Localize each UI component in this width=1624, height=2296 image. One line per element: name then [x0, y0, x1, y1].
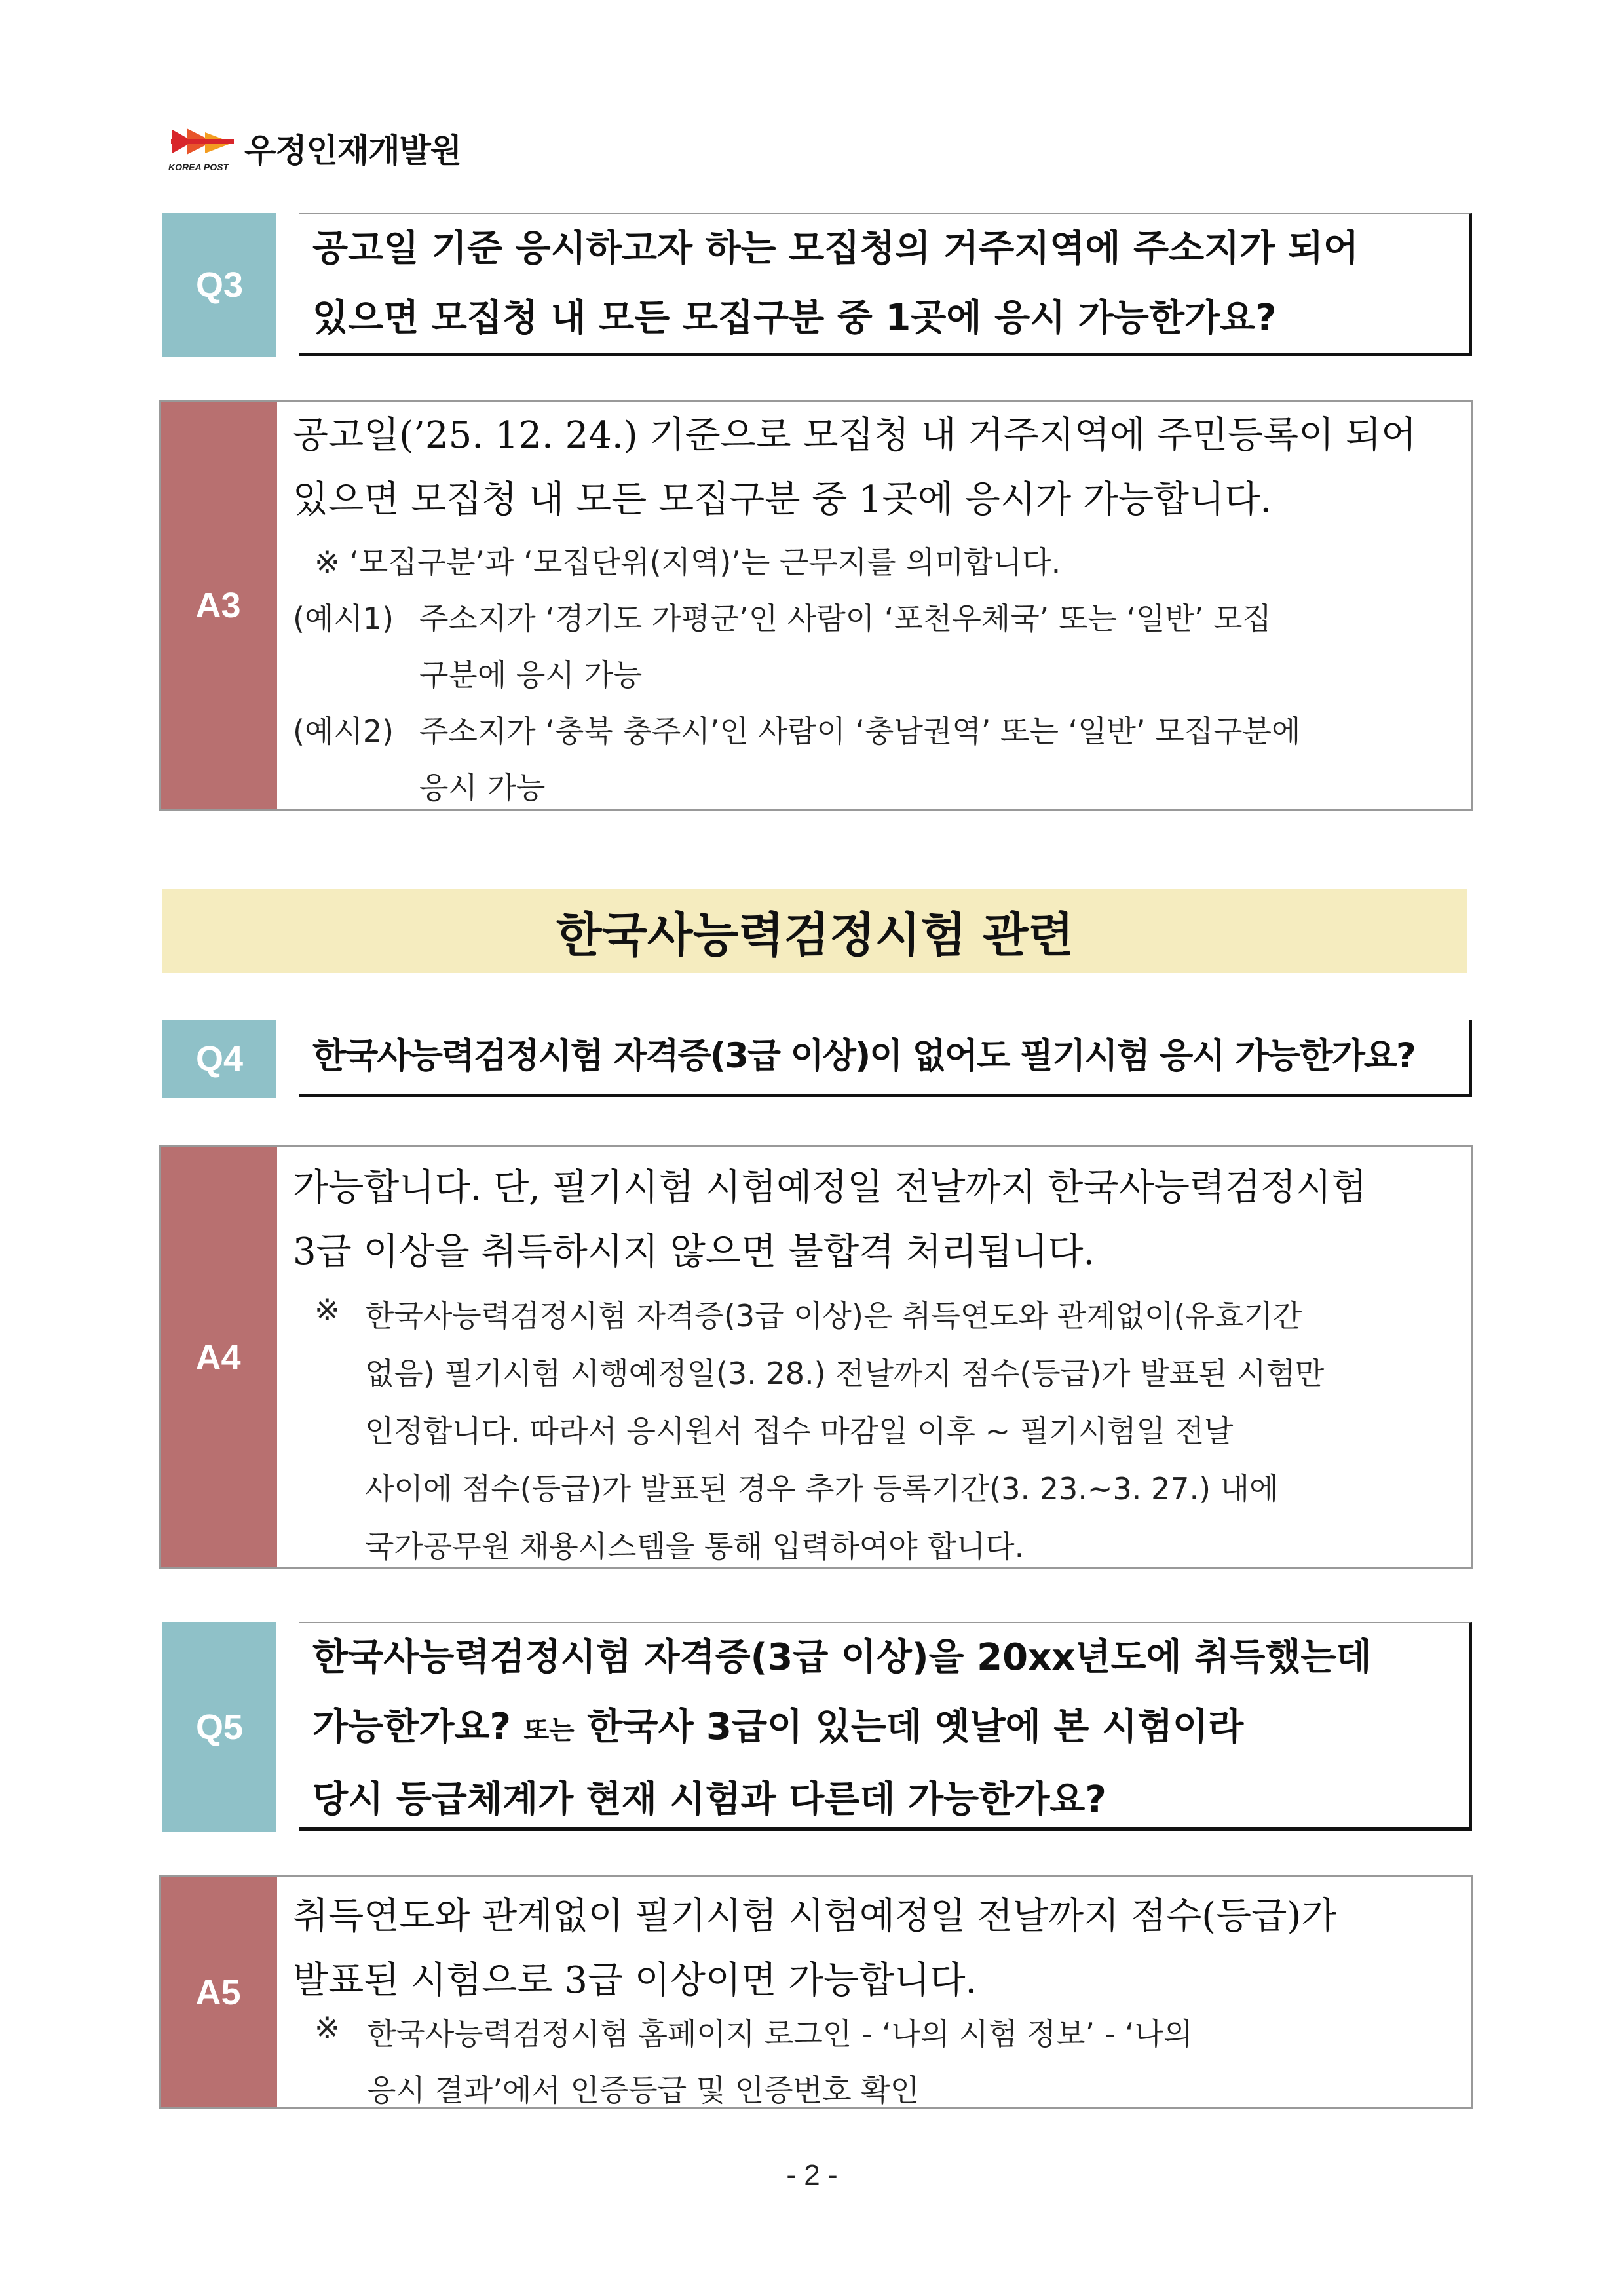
a3-example2-line-1: 주소지가 ‘충북 충주시’인 사람이 ‘충남권역’ 또는 ‘일반’ 모집구분에	[419, 714, 1301, 749]
q5-question-box	[299, 1622, 1472, 1831]
q3-line-1: 공고일 기준 응시하고자 하는 모집청의 거주지역에 주소지가 되어	[312, 227, 1359, 270]
q4-label: Q4	[162, 1020, 276, 1098]
section-header	[162, 889, 1467, 973]
logo	[167, 123, 475, 185]
a5-label: A5	[159, 1875, 277, 2109]
q5-line-2-part-b: 또는	[523, 1715, 575, 1746]
q5-line-2-part-c: 한국사 3급이 있는데 옛날에 본 시험이라	[587, 1706, 1244, 1748]
a3-label: A3	[159, 400, 277, 811]
a3-example1-line-2: 구분에 응시 가능	[419, 657, 643, 693]
q4-question-box	[299, 1020, 1472, 1097]
a5-note-line-2: 응시 결과’에서 인증등급 및 인증번호 확인	[367, 2073, 920, 2108]
a5-note-mark: ※	[314, 2010, 340, 2046]
q5-line-3: 당시 등급체계가 현재 시험과 다른데 가능한가요?	[312, 1778, 1106, 1821]
a3-example1-tag: (예시1)	[293, 601, 394, 636]
q4-line: 한국사능력검정시험 자격증(3급 이상)이 없어도 필기시험 응시 가능한가요?	[312, 1036, 1415, 1076]
a3-example2-line-2: 응시 가능	[419, 770, 546, 805]
page-number: - 2 -	[786, 2159, 838, 2191]
a5-main-line-2: 발표된 시험으로 3급 이상이면 가능합니다.	[293, 1959, 977, 2002]
korea-post-logo-icon	[167, 123, 239, 176]
svg-text:KOREA POST: KOREA POST	[168, 162, 229, 172]
a4-note-line-4: 사이에 점수(등급)가 발표된 경우 추가 등록기간(3. 23.~3. 27.) 내에	[365, 1471, 1279, 1506]
a4-main-line-1: 가능합니다. 단, 필기시험 시험예정일 전날까지 한국사능력검정시험	[293, 1166, 1367, 1209]
logo-name: 우정인재개발원	[244, 132, 462, 170]
a3-example1-line-1: 주소지가 ‘경기도 가평군’인 사람이 ‘포천우체국’ 또는 ‘일반’ 모집	[419, 601, 1272, 636]
a5-note-line-1: 한국사능력검정시험 홈페이지 로그인 - ‘나의 시험 정보’ - ‘나의	[367, 2016, 1193, 2052]
q5-line-1: 한국사능력검정시험 자격증(3급 이상)을 20xx년도에 취득했는데	[312, 1636, 1372, 1679]
section-title: 한국사능력검정시험 관련	[556, 908, 1074, 963]
q3-label: Q3	[162, 213, 276, 357]
a4-label: A4	[159, 1145, 277, 1569]
a3-main-line-2: 있으면 모집청 내 모든 모집구분 중 1곳에 응시가 가능합니다.	[293, 478, 1272, 521]
q3-question-box	[299, 213, 1472, 356]
a5-main-line-1: 취득연도와 관계없이 필기시험 시험예정일 전날까지 점수(등급)가	[293, 1895, 1337, 1938]
q5-label: Q5	[162, 1622, 276, 1832]
a4-note-line-3: 인정합니다. 따라서 응시원서 접수 마감일 이후 ~ 필기시험일 전날	[365, 1413, 1234, 1449]
a4-main-line-2: 3급 이상을 취득하시지 않으면 불합격 처리됩니다.	[293, 1231, 1095, 1273]
a4-note-line-1: 한국사능력검정시험 자격증(3급 이상)은 취득연도와 관계없이(유효기간	[365, 1298, 1302, 1333]
a3-example2-tag: (예시2)	[293, 714, 394, 749]
q5-line-2	[312, 1693, 1469, 1765]
a3-main-line-1: 공고일(’25. 12. 24.) 기준으로 모집청 내 거주지역에 주민등록이 되어	[293, 414, 1417, 457]
a4-note-line-5: 국가공무원 채용시스템을 통해 입력하여야 합니다.	[365, 1529, 1025, 1564]
a4-note-mark: ※	[314, 1292, 340, 1328]
q3-line-2: 있으면 모집청 내 모든 모집구분 중 1곳에 응시 가능한가요?	[312, 297, 1277, 339]
a3-note: ※ ‘모집구분’과 ‘모집단위(지역)’는 근무지를 의미합니다.	[314, 545, 1061, 580]
q5-line-2-part-a: 가능한가요?	[312, 1706, 511, 1748]
a4-note-line-2: 없음) 필기시험 시행예정일(3. 28.) 전날까지 점수(등급)가 발표된 시험만	[365, 1356, 1325, 1391]
